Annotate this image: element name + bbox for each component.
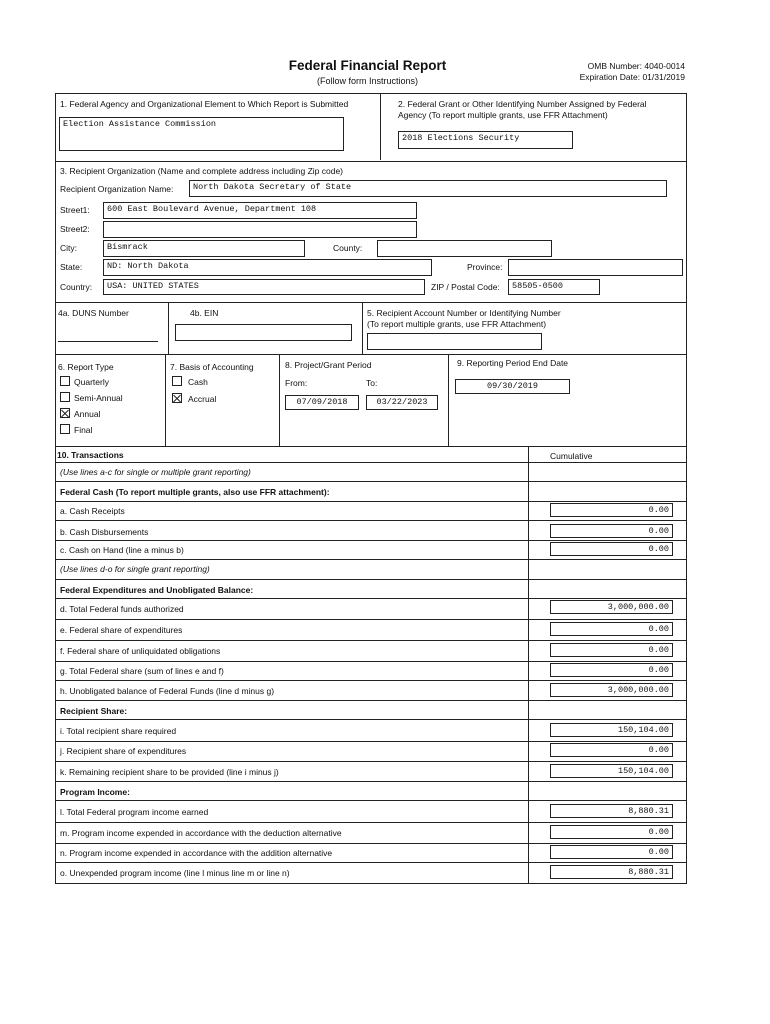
program-income-addition-field[interactable]: 0.00 bbox=[550, 845, 673, 859]
line-a-label: a. Cash Receipts bbox=[60, 506, 125, 516]
city-label: City: bbox=[60, 243, 77, 253]
unliquidated-obligations-field[interactable]: 0.00 bbox=[550, 643, 673, 657]
annual-label: Annual bbox=[74, 409, 101, 419]
city-field[interactable]: Bismrack bbox=[103, 240, 305, 257]
street1-label: Street1: bbox=[60, 205, 90, 215]
street2-field[interactable] bbox=[103, 221, 417, 238]
line-c-label: c. Cash on Hand (line a minus b) bbox=[60, 545, 184, 555]
line-n-label: n. Program income expended in accordance with the addition alternative bbox=[60, 848, 333, 858]
line-f-label: f. Federal share of unliquidated obligations bbox=[60, 646, 221, 656]
federal-agency-field[interactable]: Election Assistance Commission bbox=[59, 117, 344, 151]
federal-funds-authorized-field[interactable]: 3,000,000.00 bbox=[550, 600, 673, 614]
line-b-label: b. Cash Disbursements bbox=[60, 527, 149, 537]
line-d-label: d. Total Federal funds authorized bbox=[60, 604, 184, 614]
country-label: Country: bbox=[60, 282, 93, 292]
line-i-label: i. Total recipient share required bbox=[60, 726, 177, 736]
reporting-end-date-field[interactable]: 09/30/2019 bbox=[455, 379, 570, 394]
recipient-org-name-field[interactable]: North Dakota Secretary of State bbox=[189, 180, 667, 197]
expiration-date: Expiration Date: 01/31/2019 bbox=[579, 72, 685, 82]
remaining-recipient-share-field[interactable]: 150,104.00 bbox=[550, 764, 673, 778]
line-m-label: m. Program income expended in accordance with the deduction alternative bbox=[60, 828, 342, 838]
line-h-label: h. Unobligated balance of Federal Funds (line d minus g) bbox=[60, 686, 275, 696]
federal-grant-number-field[interactable]: 2018 Elections Security bbox=[398, 131, 573, 149]
period-from-field[interactable]: 07/09/2018 bbox=[285, 395, 359, 410]
quarterly-checkbox[interactable] bbox=[60, 376, 70, 386]
line-k-label: k. Remaining recipient share to be provided (line i minus j) bbox=[60, 767, 279, 777]
cash-disbursements-field[interactable]: 0.00 bbox=[550, 524, 673, 538]
from-label: From: bbox=[285, 378, 308, 388]
zip-label: ZIP / Postal Code: bbox=[431, 282, 500, 292]
final-checkbox[interactable] bbox=[60, 424, 70, 434]
province-label: Province: bbox=[467, 262, 503, 272]
ein-label: 4b. EIN bbox=[190, 308, 219, 318]
zip-field[interactable]: 58505-0500 bbox=[508, 279, 600, 295]
basis-accounting-label: 7. Basis of Accounting bbox=[170, 362, 254, 372]
federal-cash-heading: Federal Cash (To report multiple grants, also use FFR attachment): bbox=[60, 487, 330, 497]
section5-label-1: 5. Recipient Account Number or Identifying Number bbox=[367, 308, 561, 318]
ein-field[interactable] bbox=[175, 324, 352, 341]
section1-label: 1. Federal Agency and Organizational Element to Which Report is Submitted bbox=[60, 99, 349, 109]
line-g-label: g. Total Federal share (sum of lines e and f) bbox=[60, 666, 224, 676]
program-income-heading: Program Income: bbox=[60, 787, 130, 797]
line-e-label: e. Federal share of expenditures bbox=[60, 625, 183, 635]
federal-share-expenditures-field[interactable]: 0.00 bbox=[550, 622, 673, 636]
cash-checkbox[interactable] bbox=[172, 376, 182, 386]
county-field[interactable] bbox=[377, 240, 552, 257]
country-field[interactable]: USA: UNITED STATES bbox=[103, 279, 425, 295]
semi-annual-checkbox[interactable] bbox=[60, 392, 70, 402]
accrual-checkbox[interactable] bbox=[172, 393, 182, 403]
section3-label: 3. Recipient Organization (Name and complete address including Zip code) bbox=[60, 166, 344, 176]
street1-field[interactable]: 600 East Boulevard Avenue, Department 108 bbox=[103, 202, 417, 219]
recipient-share-heading: Recipient Share: bbox=[60, 706, 128, 716]
duns-label: 4a. DUNS Number bbox=[58, 308, 129, 318]
cash-label: Cash bbox=[188, 377, 208, 387]
line-j-label: j. Recipient share of expenditures bbox=[60, 746, 187, 756]
street2-label: Street2: bbox=[60, 224, 90, 234]
recipient-share-required-field[interactable]: 150,104.00 bbox=[550, 723, 673, 737]
final-label: Final bbox=[74, 425, 93, 435]
section5-label-2: (To report multiple grants, use FFR Attachment) bbox=[367, 319, 547, 329]
reporting-end-date-label: 9. Reporting Period End Date bbox=[457, 358, 569, 368]
unexpended-program-income-field[interactable]: 8,880.31 bbox=[550, 865, 673, 879]
line-o-label: o. Unexpended program income (line l minus line m or line n) bbox=[60, 868, 290, 878]
note-lines-d-o: (Use lines d-o for single grant reporting) bbox=[60, 564, 210, 574]
cash-on-hand-field[interactable]: 0.00 bbox=[550, 542, 673, 556]
province-field[interactable] bbox=[508, 259, 683, 276]
note-lines-a-c: (Use lines a-c for single or multiple grant reporting) bbox=[60, 467, 251, 477]
federal-expenditures-heading: Federal Expenditures and Unobligated Balance: bbox=[60, 585, 254, 595]
omb-number: OMB Number: 4040-0014 bbox=[587, 61, 685, 71]
to-label: To: bbox=[366, 378, 378, 388]
recipient-share-expenditures-field[interactable]: 0.00 bbox=[550, 743, 673, 757]
accrual-label: Accrual bbox=[188, 394, 217, 404]
grant-period-label: 8. Project/Grant Period bbox=[285, 360, 372, 370]
duns-field[interactable] bbox=[58, 326, 158, 342]
report-type-label: 6. Report Type bbox=[58, 362, 114, 372]
section2-label-1: 2. Federal Grant or Other Identifying Number Assigned by Federal bbox=[398, 99, 647, 109]
state-label: State: bbox=[60, 262, 83, 272]
recipient-org-name-label: Recipient Organization Name: bbox=[60, 184, 174, 194]
recipient-account-field[interactable] bbox=[367, 333, 542, 350]
form-subtitle: (Follow form Instructions) bbox=[316, 76, 419, 86]
section2-label-2: Agency (To report multiple grants, use FFR Attachment) bbox=[398, 110, 608, 120]
total-federal-share-field[interactable]: 0.00 bbox=[550, 663, 673, 677]
unobligated-balance-field[interactable]: 3,000,000.00 bbox=[550, 683, 673, 697]
quarterly-label: Quarterly bbox=[74, 377, 109, 387]
cash-receipts-field[interactable]: 0.00 bbox=[550, 503, 673, 517]
program-income-earned-field[interactable]: 8,880.31 bbox=[550, 804, 673, 818]
state-field[interactable]: ND: North Dakota bbox=[103, 259, 432, 276]
cumulative-label: Cumulative bbox=[550, 451, 593, 461]
county-label: County: bbox=[333, 243, 363, 253]
annual-checkbox[interactable] bbox=[60, 408, 70, 418]
line-l-label: l. Total Federal program income earned bbox=[60, 807, 209, 817]
period-to-field[interactable]: 03/22/2023 bbox=[366, 395, 438, 410]
program-income-deduction-field[interactable]: 0.00 bbox=[550, 825, 673, 839]
semi-annual-label: Semi-Annual bbox=[74, 393, 123, 403]
form-title: Federal Financial Report bbox=[288, 58, 447, 73]
transactions-label: 10. Transactions bbox=[57, 450, 124, 460]
